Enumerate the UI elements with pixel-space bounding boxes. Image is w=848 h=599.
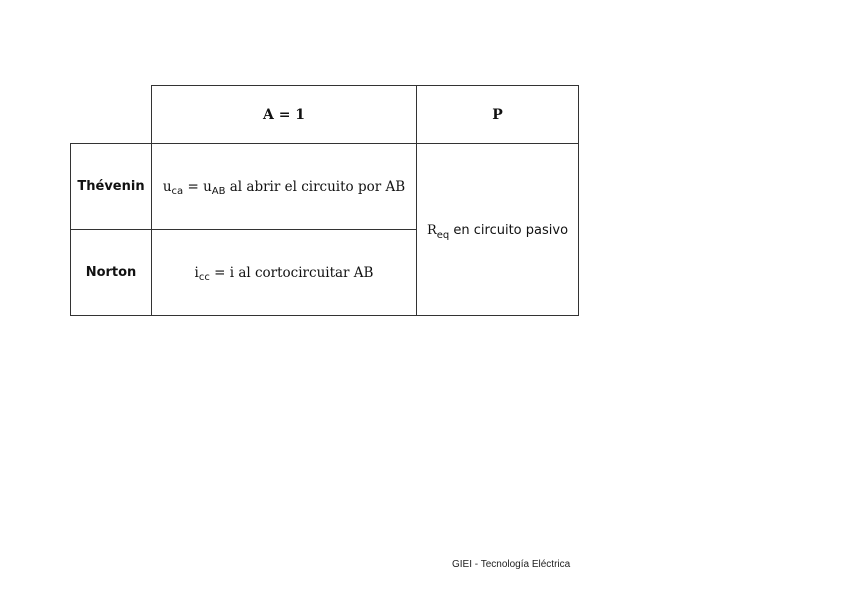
thevenin-rest: al abrir el circuito por AB: [225, 178, 406, 195]
thevenin-formula: [163, 179, 405, 195]
footer-text: GIEI - Tecnología Eléctrica: [452, 559, 571, 570]
header-p-label: P: [492, 106, 503, 123]
row-label-norton: [70, 229, 152, 316]
p-merged-cell: [416, 143, 579, 316]
row-label-thevenin: [70, 143, 152, 230]
norton-formula: [195, 265, 374, 281]
norton-var-sub: cc: [198, 271, 210, 283]
thevenin-var: u: [162, 178, 172, 195]
thevenin-formula-cell: [151, 143, 417, 230]
req-rest: en circuito pasivo: [449, 222, 569, 238]
norton-var: i: [194, 264, 199, 281]
header-p: [416, 85, 579, 144]
thevenin-eq-sub: AB: [211, 185, 226, 197]
req-text: [426, 222, 569, 241]
norton-formula-cell: [151, 229, 417, 316]
req-var-sub: eq: [436, 229, 450, 241]
thevenin-var-sub: ca: [171, 185, 184, 197]
req-var: R: [426, 222, 437, 238]
norton-rest: = i al cortocircuitar AB: [209, 264, 374, 281]
header-a-equals-1: [151, 85, 417, 144]
thevenin-eq: = u: [183, 178, 212, 195]
header-a-label: A = 1: [262, 106, 306, 123]
thevenin-label: Thévenin: [77, 179, 145, 194]
norton-label: Norton: [85, 265, 137, 280]
